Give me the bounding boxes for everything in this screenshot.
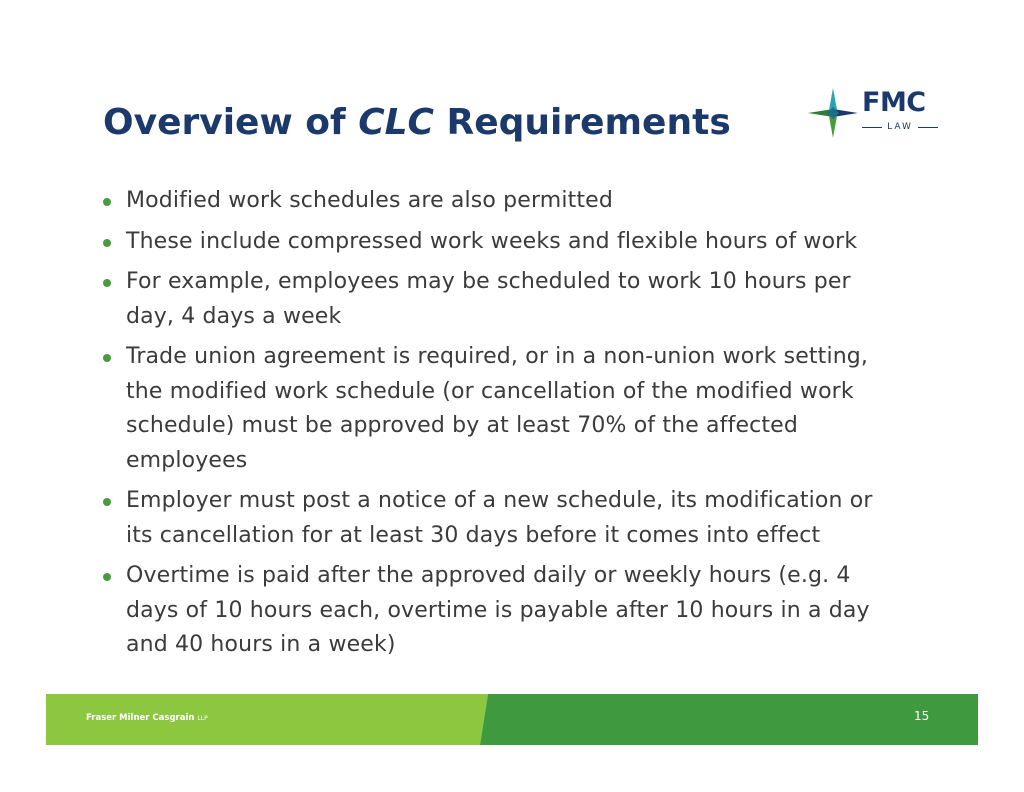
bullet-dot-icon xyxy=(103,279,111,287)
logo-subtitle-text: LAW xyxy=(887,122,913,132)
bullet-item xyxy=(102,184,902,219)
bullet-item xyxy=(102,484,902,553)
star-compass-icon xyxy=(808,86,858,140)
firm-suffix: LLP xyxy=(197,715,208,722)
bullet-item xyxy=(102,225,902,260)
bullet-dot-icon xyxy=(103,198,111,206)
bullet-dot-icon xyxy=(103,573,111,581)
title-emphasis: CLC xyxy=(358,102,434,143)
logo-name: FMC xyxy=(862,87,926,118)
footer-bar xyxy=(46,694,978,745)
page-number: 15 xyxy=(914,709,930,723)
bullet-text: Overtime is paid after the approved daily or weekly hours (e.g. 4 days of 10 hours each, overtime is payable after 10 hours in a day and 40 hours in a week) xyxy=(126,563,870,657)
logo-subtitle xyxy=(862,122,938,132)
bullet-dot-icon xyxy=(103,498,111,506)
bullet-dot-icon xyxy=(103,354,111,362)
title-suffix: Requirements xyxy=(433,102,731,143)
bullet-text: These include compressed work weeks and flexible hours of work xyxy=(126,228,858,254)
bullet-text: Employer must post a notice of a new schedule, its modification or its cancellation for at least 30 days before it comes into effect xyxy=(126,488,873,548)
logo-rule-left xyxy=(862,127,882,128)
bullet-text: For example, employees may be scheduled to work 10 hours per day, 4 days a week xyxy=(126,269,851,329)
fmc-law-logo xyxy=(808,86,938,140)
bullet-text: Modified work schedules are also permitted xyxy=(126,188,613,213)
bullet-item xyxy=(102,340,902,478)
bullet-list xyxy=(102,184,902,669)
logo-rule-right xyxy=(918,127,938,128)
slide-title xyxy=(103,98,731,148)
title-prefix: Overview of xyxy=(103,102,359,143)
bullet-dot-icon xyxy=(103,239,111,247)
firm-name: Fraser Milner Casgrain xyxy=(86,713,195,723)
footer-firm-name xyxy=(86,713,208,723)
bullet-text: Trade union agreement is required, or in a non-union work setting, the modified work schedule (or cancellation of the modified work schedule) must be approved by at least 70% of the affected employees xyxy=(126,344,869,473)
bullet-item xyxy=(102,559,902,663)
bullet-item xyxy=(102,265,902,334)
